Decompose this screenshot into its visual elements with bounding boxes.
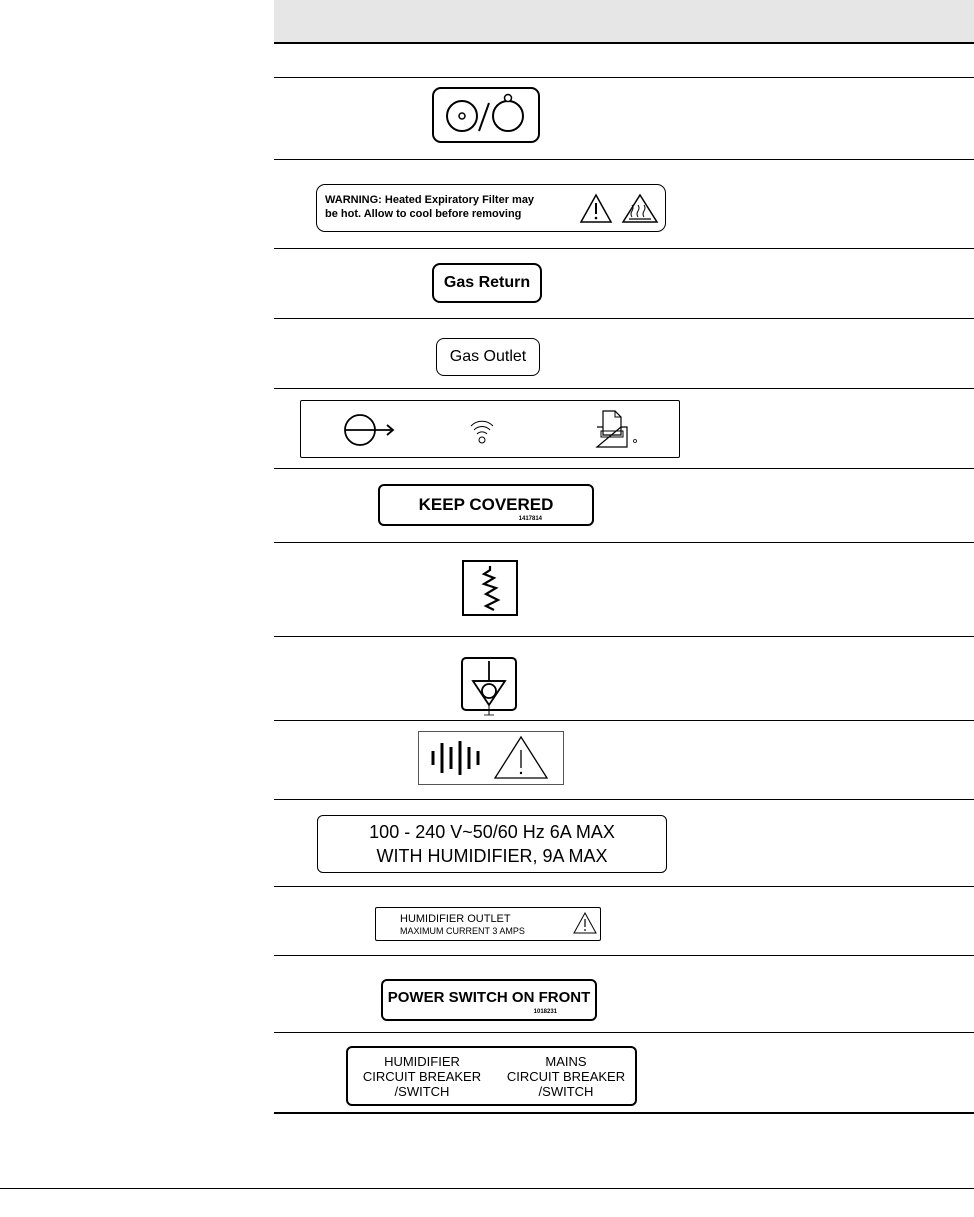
row-divider xyxy=(274,955,974,956)
zigzag-cable-icon xyxy=(464,562,516,614)
row-divider xyxy=(274,542,974,543)
hot-surface-icon xyxy=(623,195,657,222)
row-divider xyxy=(274,886,974,887)
gas-return-label xyxy=(432,263,542,303)
power-switch-location-label xyxy=(381,979,597,1021)
humidifier-outlet-line1: HUMIDIFIER OUTLET xyxy=(400,913,511,925)
humidifier-outlet-line2: MAXIMUM CURRENT 3 AMPS xyxy=(400,926,525,936)
page-footer-rule xyxy=(0,1188,974,1189)
row-divider xyxy=(274,720,974,721)
humidifier-outlet-label xyxy=(375,907,601,941)
audio-alarm-warning-label xyxy=(418,731,564,785)
standby-power-icon xyxy=(432,87,540,143)
power-switch-text: POWER SWITCH ON FRONT xyxy=(387,989,591,1006)
row-divider xyxy=(274,388,974,389)
row-divider xyxy=(274,1032,974,1033)
equipotential-ground-icon xyxy=(463,659,515,719)
keep-covered-label xyxy=(378,484,594,526)
caution-and-hot-surface-icons xyxy=(579,193,661,225)
warning-text-line2: be hot. Allow to cool before removing xyxy=(325,208,522,220)
connector-symbols-label xyxy=(300,400,680,458)
warning-triangle-icon xyxy=(495,737,547,778)
row-divider xyxy=(274,799,974,800)
power-switch-part-number: 1018231 xyxy=(533,1009,557,1015)
row-divider xyxy=(274,468,974,469)
humidifier-breaker-line3: /SWITCH xyxy=(394,1084,450,1099)
warning-text-line1: WARNING: Heated Expiratory Filter may xyxy=(325,194,535,206)
mains-breaker-line2: CIRCUIT BREAKER xyxy=(506,1069,626,1084)
sound-bars-icon xyxy=(433,741,478,775)
warning-triangle-icon xyxy=(573,912,597,934)
gas-outlet-label xyxy=(436,338,540,376)
voltage-rating-label xyxy=(317,815,667,873)
keep-covered-part-number: 1417814 xyxy=(518,516,542,522)
cable-symbol-label xyxy=(462,560,518,616)
gas-outlet-text: Gas Outlet xyxy=(449,348,527,365)
printer-port-icon xyxy=(593,409,645,453)
table-bottom-border xyxy=(274,1112,974,1114)
humidifier-breaker-line2: CIRCUIT BREAKER xyxy=(362,1069,482,1084)
mains-breaker-line3: /SWITCH xyxy=(538,1084,594,1099)
row-divider xyxy=(274,159,974,160)
alarm-speaker-warning-icons xyxy=(419,732,562,783)
heated-filter-warning-label xyxy=(316,184,666,232)
voltage-rating-line1: 100 - 240 V~50/60 Hz 6A MAX xyxy=(369,822,615,842)
row-divider xyxy=(274,318,974,319)
warning-triangle-icon xyxy=(581,195,611,222)
humidifier-breaker-line1: HUMIDIFIER xyxy=(384,1054,460,1069)
row-divider xyxy=(274,248,974,249)
output-port-icon xyxy=(343,413,399,447)
circuit-breaker-label xyxy=(346,1046,637,1106)
wireless-signal-icon xyxy=(467,417,497,447)
row-divider xyxy=(274,636,974,637)
mains-breaker-line1: MAINS xyxy=(545,1054,587,1069)
row-divider xyxy=(274,77,974,78)
table-header xyxy=(274,0,974,44)
voltage-rating-line2: WITH HUMIDIFIER, 9A MAX xyxy=(376,846,608,866)
equipotential-symbol-label xyxy=(461,657,517,711)
standby-power-symbol-label xyxy=(432,87,540,143)
gas-return-text: Gas Return xyxy=(443,274,531,291)
keep-covered-text: KEEP COVERED xyxy=(418,495,554,514)
